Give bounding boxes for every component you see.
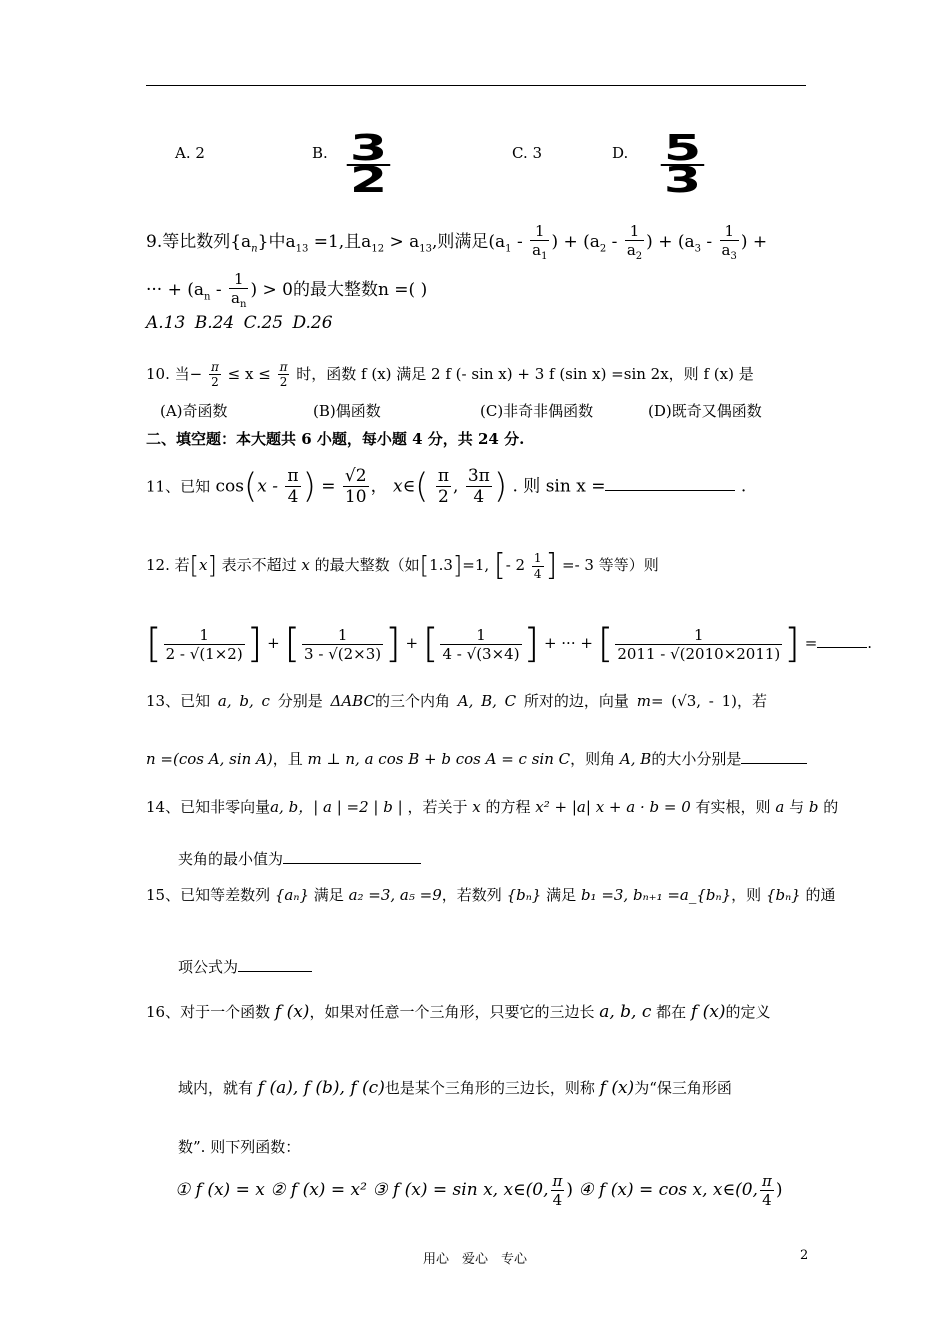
q9-line2: ··· + ($a_n$ - $\frac{1}{a_n}$ ) > 0的最大整数n =( ) — [146, 270, 428, 310]
q16-line1: 16、对于一个函数 f (x)，如果对任意一个三角形，只要它的三边长 a, b, c 都在 f (x)的定义 — [146, 1002, 771, 1022]
q9-options: A.13 B.24 C.25 D.26 — [146, 313, 333, 333]
q10-option-c: (C)非奇非偶函数 — [480, 402, 594, 420]
q10-option-a: (A)奇函数 — [160, 402, 228, 420]
fraction-numerator: 5 — [663, 128, 702, 169]
q10-stem: 10. 当− $\frac{\pi}{2}$ ≤ x ≤ $\frac{\pi}{2}$ 时，函数 f (x) 满足 2 f (- sin x) + 3 f (sin x) =sin 2x，则 f (x) 是 — [146, 360, 754, 390]
q9-line1: 9.等比数列$\{a_n\}$中$a_{13} =1$,且$a_{12} > a_{13}$,则满足($a_1$ - $\frac{1}{a_1}$ ) + ($a_2$ - $\frac{1}{a_2}$ ) + ($a_3$ - $\frac{1}{a_3}$ ) + — [146, 222, 768, 262]
q12-term-4: $\frac{1}{2011 - √(2010\times 2011)}$ — [617, 625, 781, 663]
q12-term-3: $\frac{1}{4 - √(3\times 4)}$ — [442, 625, 520, 663]
q15-line2: 项公式为 — [178, 958, 312, 976]
q8-option-b-fraction — [347, 128, 391, 201]
q13-line2: n =(cos A, sin A)，且 m ⊥ n, a cos B + b cos A = c sin C，则角 A, B的大小分别是 — [146, 750, 807, 768]
q11-answer-blank — [605, 490, 735, 491]
q16-line2: 域内，就有 f (a), f (b), f (c)也是某个三角形的三边长，则称 f (x)为“保三角形函 — [178, 1078, 732, 1098]
q16-line3: 数”. 则下列函数： — [178, 1138, 301, 1156]
q8-option-d-fraction — [661, 128, 705, 201]
q14-line2: 夹角的最小值为 — [178, 850, 421, 868]
fraction-numerator: 3 — [349, 128, 388, 169]
q10-option-b: (B)偶函数 — [313, 402, 381, 420]
q8-option-b-label: B. — [312, 144, 328, 162]
q12-term-2: $\frac{1}{3 - √(2\times 3)}$ — [304, 625, 382, 663]
q13-line1: 13、已知 a, b, c 分别是 ΔABC的三个内角 A, B, C 所对的边，向量 m= (√3, - 1)，若 — [146, 692, 768, 710]
page-number: 2 — [800, 1248, 809, 1263]
q15-answer-blank — [238, 971, 312, 972]
q12-line1: 12. 若[x] 表示不超过 x 的最大整数（如[1.3]=1, [- 2 $\frac{1}{4}$ ] =- 3 等等）则 — [146, 548, 659, 583]
q10-option-d: (D)既奇又偶函数 — [648, 402, 762, 420]
fraction-denominator: 2 — [347, 164, 391, 196]
section-heading: 二、填空题：本大题共 6 小题，每小题 4 分，共 24 分. — [146, 430, 525, 448]
q14-answer-blank — [283, 863, 421, 864]
q8-option-d-label: D. — [612, 144, 629, 162]
header-rule — [146, 85, 806, 86]
q12-sum: [ $\frac{1}{2 - √(1\times 2)}$ ] + [ $\frac{1}{3 - √(2\times 3)}$ ] + [ $\frac{1}{4 - √(3\times 4)}$ ] + ··· + [ $\frac{1}{2011 - √(2010\times 2011)}$ ] = . — [146, 621, 873, 667]
page-footer: 用心 爱心 专心 — [422, 1252, 527, 1267]
q16-function-list: ① f (x) = x ② f (x) = x² ③ f (x) = sin x, x∈(0, $\frac{\pi}{4}$ ) ④ f (x) = cos x, x∈(0, $\frac{\pi}{4}$ ) — [175, 1172, 783, 1209]
q11: 11、已知 cos(x - $\frac{\pi}{4}$ ) = $\frac{√2}{10}$ ， x∈( $\frac{\pi}{2}$ , $\frac{3\pi}{4}$ ) . 则 sin x = . — [146, 466, 747, 508]
q12-answer-blank — [817, 647, 867, 648]
q8-option-c: C. 3 — [512, 144, 543, 162]
q12-term-1: $\frac{1}{2 - √(1\times 2)}$ — [165, 625, 243, 663]
q14-line1: 14、已知非零向量a, b，| a | =2 | b | ，若关于 x 的方程 x² + |a| x + a · b = 0 有实根，则 a 与 b 的 — [146, 798, 839, 816]
q13-answer-blank — [741, 763, 807, 764]
q15-line1: 15、已知等差数列 {aₙ} 满足 a₂ =3, a₅ =9，若数列 {bₙ} 满足 b₁ =3, bₙ₊₁ =a_{bₙ}，则 {bₙ} 的通 — [146, 886, 836, 904]
q8-option-a: A. 2 — [175, 144, 205, 162]
fraction-denominator: 3 — [661, 164, 705, 196]
